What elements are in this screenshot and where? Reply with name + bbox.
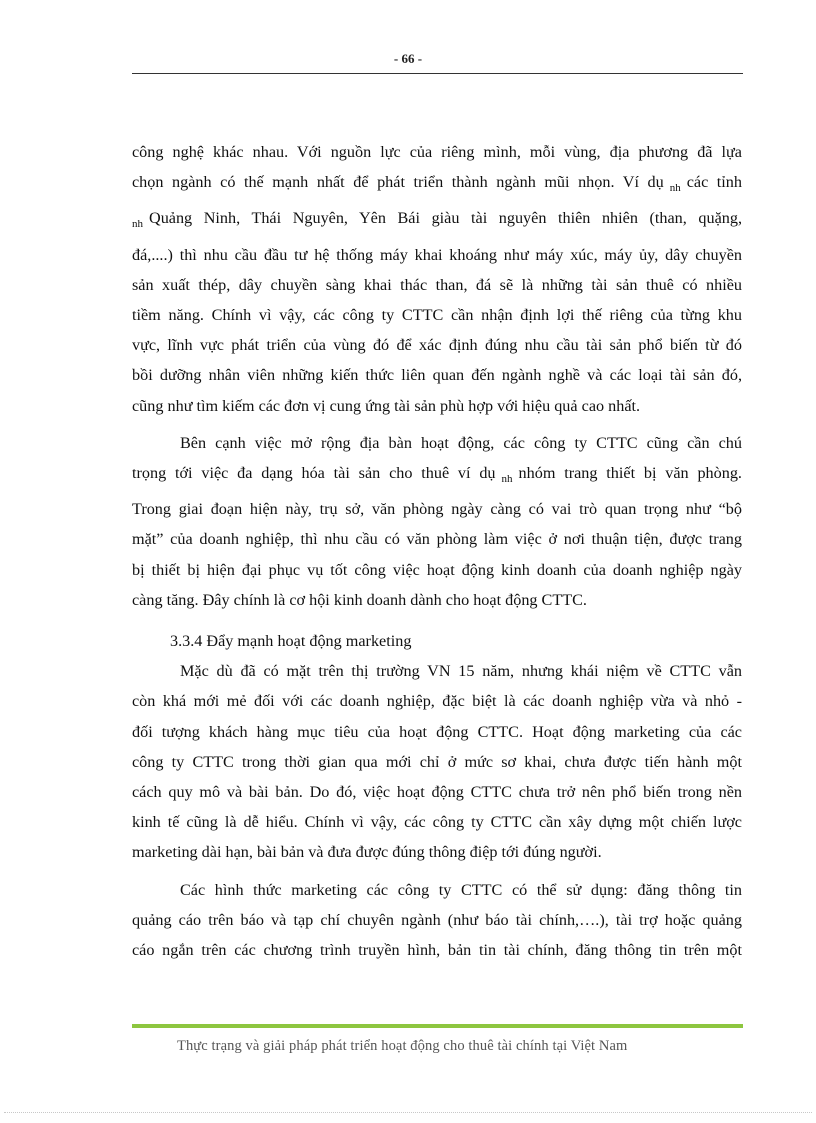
text-line: $_{nh}$ Quảng Ninh, Thái Nguyên, Yên Bái giàu tài nguyên thiên nhiên (than, quặng, <box>132 209 742 231</box>
text-line: Bên cạnh việc mở rộng địa bàn hoạt động, các công ty CTTC cũng cần chú <box>180 433 742 452</box>
text-line: marketing dài hạn, bài bản và đưa được đúng thông điệp tới đúng người. <box>132 843 602 862</box>
text-line: cách quy mô và bài bản. Do đó, việc hoạt động CTTC chưa trở nên phổ biến trong nền <box>132 783 742 802</box>
text-line: bị thiết bị hiện đại phục vụ tốt công việc hoạt động kinh doanh của doanh nghiệp ngày <box>132 560 742 579</box>
text-line: đá,....) thì nhu cầu đầu tư hệ thống máy khai khoáng như máy xúc, máy ủy, dây chuyền <box>132 245 742 264</box>
text-line: còn khá mới mẻ đối với các doanh nghiệp, đặc biệt là các doanh nghiệp vừa và nhỏ - <box>132 692 742 711</box>
text-line: mặt” của doanh nghiệp, thì nhu cầu có văn phòng làm việc ở nơi thuận tiện, được trang <box>132 530 742 549</box>
footer-title: Thực trạng và giải pháp phát triển hoạt động cho thuê tài chính tại Việt Nam <box>177 1038 628 1054</box>
text-line: trọng tới việc đa dạng hóa tài sản cho thuê ví dụ $_{nh}$ nhóm trang thiết bị văn phòng. <box>132 464 742 486</box>
paragraph-3 <box>132 656 742 867</box>
text-line: cũng như tìm kiếm các đơn vị cung ứng tài sản phù hợp với hiệu quả cao nhất. <box>132 396 641 415</box>
paragraph-4 <box>132 875 742 966</box>
text-line: bồi dưỡng nhân viên những kiến thức liên quan đến ngành nghề và các loại tài sản đó, <box>132 366 742 385</box>
text-line: kinh tế cũng là dễ hiểu. Chính vì vậy, các công ty CTTC cần xây dựng một chiến lược <box>132 813 742 832</box>
text-line: Mặc dù đã có mặt trên thị trường VN 15 năm, nhưng khái niệm về CTTC vẫn <box>180 662 742 681</box>
document-body <box>132 137 742 965</box>
paragraph-2 <box>132 428 742 615</box>
text-line: đối tượng khách hàng mục tiêu của hoạt động CTTC. Hoạt động marketing của các <box>132 722 742 741</box>
subscript-artifact: nh <box>669 182 681 195</box>
page-number: - 66 - <box>393 51 423 66</box>
text-line: công nghệ khác nhau. Với nguồn lực của riêng mình, mỗi vùng, địa phương đã lựa <box>132 143 742 161</box>
text-line: vực, lĩnh vực phát triển của vùng đó để xác định đúng nhu cầu tài sản phổ biến từ đó <box>132 336 742 355</box>
text-line: Các hình thức marketing các công ty CTTC có thể sử dụng: đăng thông tin <box>180 880 742 899</box>
subscript-artifact: nh <box>501 473 513 486</box>
subscript-artifact: nh <box>132 218 143 231</box>
text-line: công ty CTTC trong thời gian qua mới chỉ ở mức sơ khai, chưa được tiến hành một <box>132 752 742 771</box>
text-line: chọn ngành có thế mạnh nhất để phát triển thành ngành mũi nhọn. Ví dụ $_{nh}$ các tỉnh <box>132 173 742 195</box>
footer-rule <box>132 1024 743 1028</box>
paragraph-1 <box>132 137 742 421</box>
text-line: Trong giai đoạn hiện này, trụ sở, văn phòng ngày càng có vai trò quan trọng như “bộ <box>132 500 742 519</box>
page-bottom-edge <box>4 1112 812 1113</box>
text-line: cáo ngắn trên các chương trình truyền hình, bản tin tài chính, đăng thông tin trên một <box>132 941 742 960</box>
text-line: càng tăng. Đây chính là cơ hội kinh doanh dành cho hoạt động CTTC. <box>132 590 587 609</box>
text-line: tiềm năng. Chính vì vậy, các công ty CTTC cần nhận định lợi thế riêng của từng khu <box>132 306 742 325</box>
text-line: sản xuất thép, dây chuyền sàng khai thác than, đá sẽ là những tài sản thuê có nhiều <box>132 275 742 294</box>
section-heading: 3.3.4 Đẩy mạnh hoạt động marketing <box>170 632 412 651</box>
text-line: quảng cáo trên báo và tạp chí chuyên ngành (như báo tài chính,….), tài trợ hoặc quảng <box>132 910 742 929</box>
header-rule <box>132 73 743 74</box>
